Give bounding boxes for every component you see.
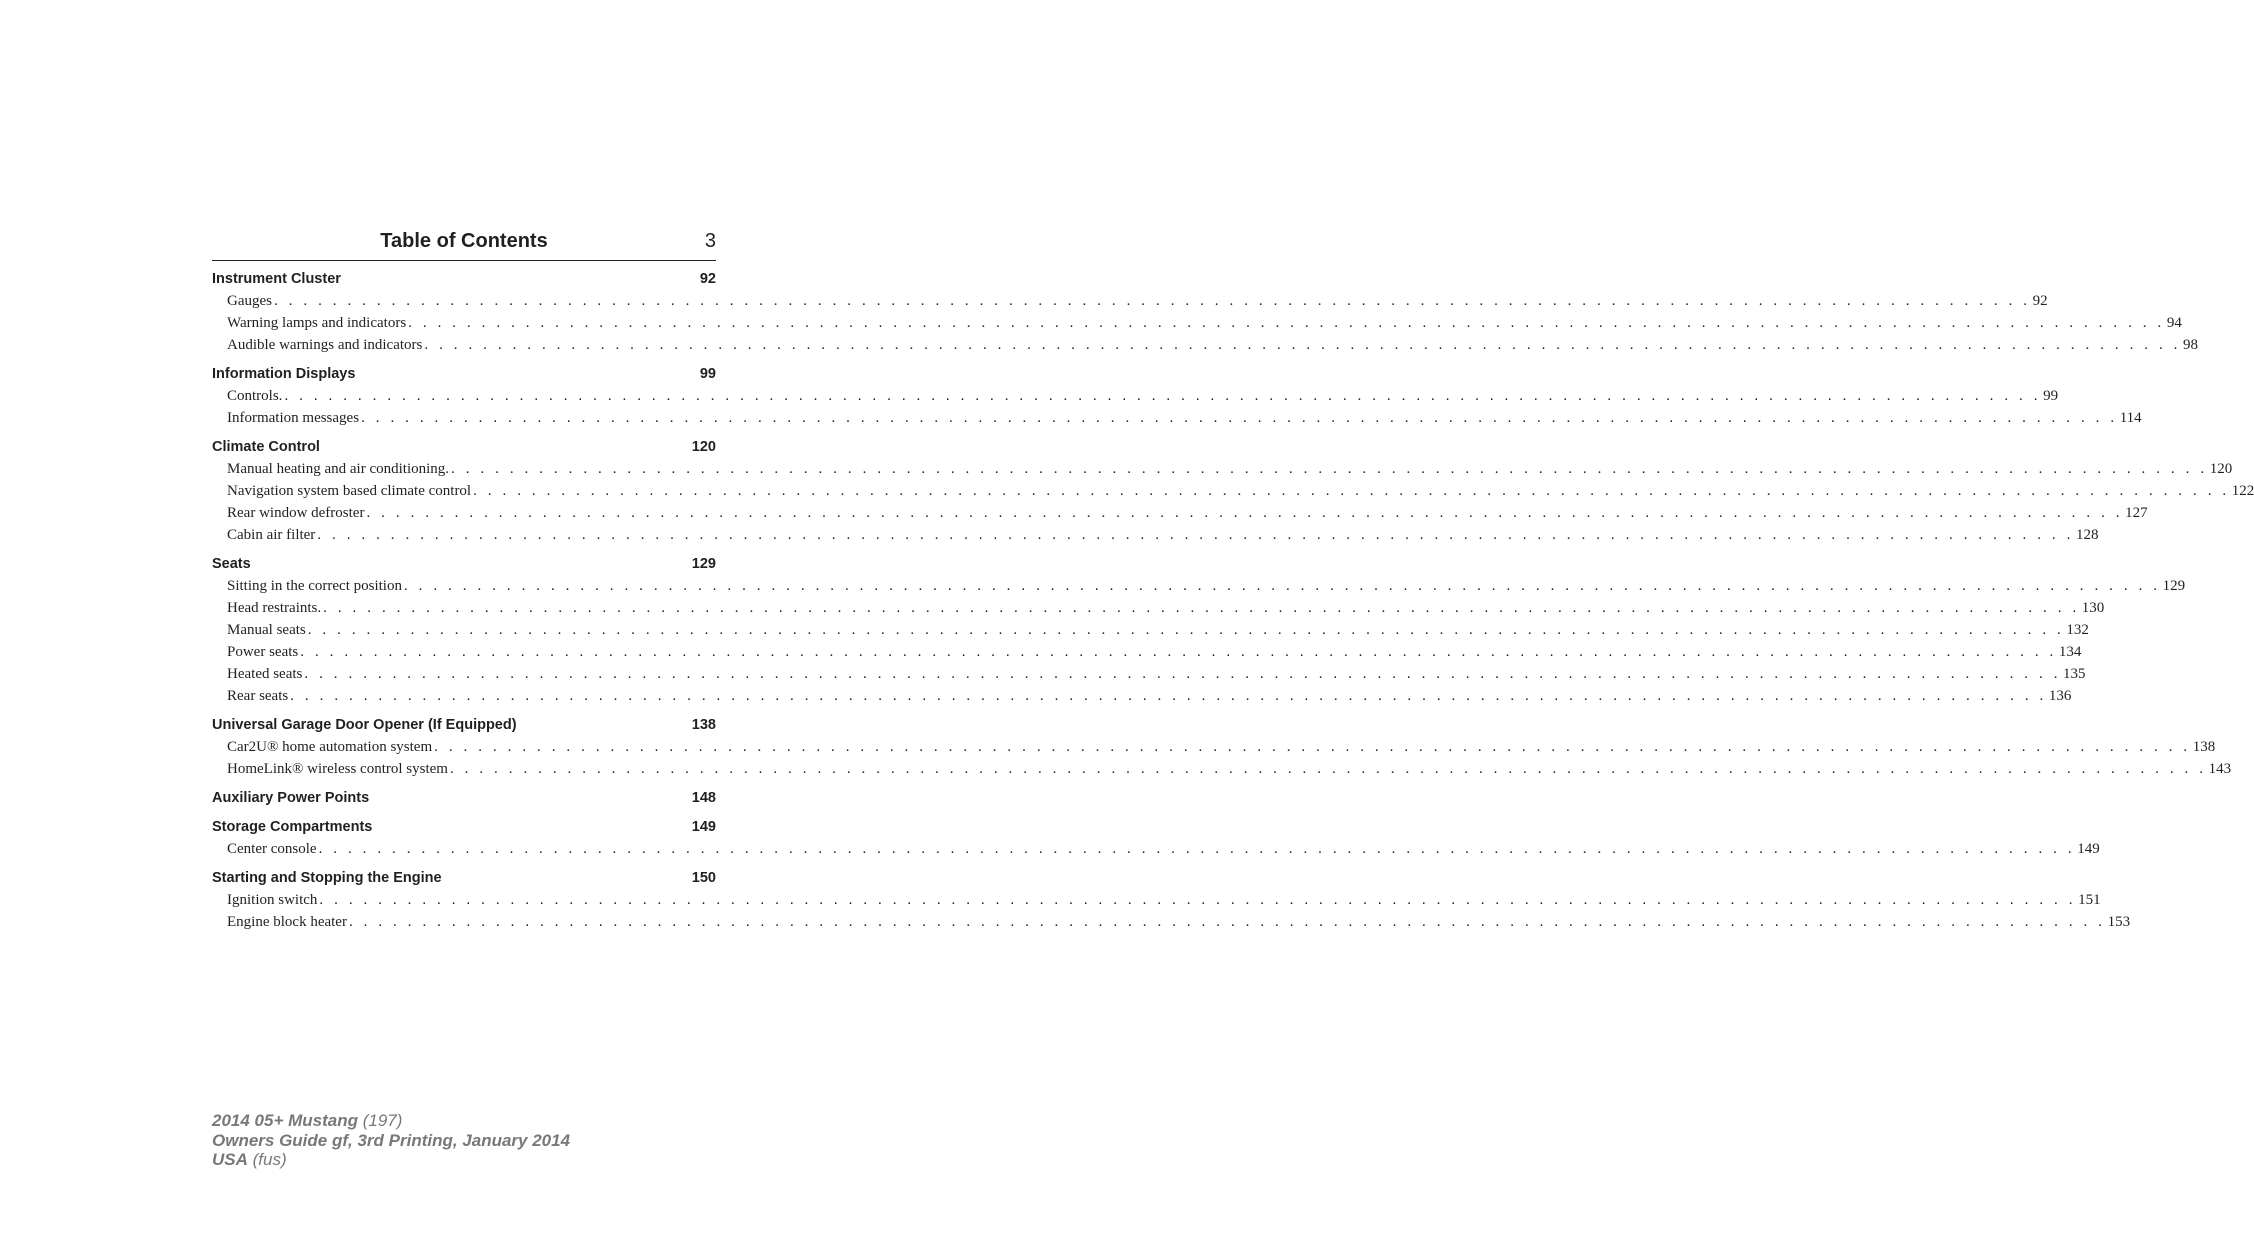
- entry-page: 138: [2192, 739, 2216, 755]
- footer-model: 2014 05+ Mustang: [212, 1111, 358, 1130]
- toc-section: [212, 436, 2254, 546]
- section-heading[interactable]: [212, 816, 716, 838]
- footer-line-3: [212, 1150, 570, 1170]
- toc-entry[interactable]: [212, 290, 2048, 312]
- toc-section: [212, 363, 2142, 429]
- toc-entry[interactable]: [212, 619, 2089, 641]
- entry-page: 114: [2119, 410, 2142, 426]
- document-footer: [212, 1111, 570, 1170]
- entry-page: 122: [2231, 483, 2254, 499]
- entry-label: Manual seats: [227, 622, 306, 638]
- entry-label: Power seats: [227, 644, 299, 660]
- section-title: Climate Control: [212, 439, 320, 455]
- page-number: 3: [704, 230, 716, 252]
- section-heading[interactable]: [212, 714, 716, 736]
- dot-leader: . . . . . . . . . . . . . . . . . . . . . . . . . . . . . . . . . . . . . . . . . . . . . . . . . . . . . . . . . . . . . . . . . . . . . . . . . . . . . . . . . . . . . . . . . . . . . . . . . . . . . . . . . . . . . . . . . . . . . . . .: [424, 337, 2182, 353]
- toc-entry[interactable]: [212, 911, 2131, 933]
- section-title: Storage Compartments: [212, 819, 373, 835]
- section-heading[interactable]: [212, 787, 716, 809]
- footer-market: USA: [212, 1150, 248, 1169]
- section-page: 120: [691, 439, 716, 455]
- dot-leader: . . . . . . . . . . . . . . . . . . . . . . . . . . . . . . . . . . . . . . . . . . . . . . . . . . . . . . . . . . . . . . . . . . . . . . . . . . . . . . . . . . . . . . . . . . . . . . . . . . . . . . . . . . . . . . . . . . . . . . . .: [319, 892, 2077, 908]
- entry-label: Head restraints.: [227, 600, 322, 616]
- dot-leader: . . . . . . . . . . . . . . . . . . . . . . . . . . . . . . . . . . . . . . . . . . . . . . . . . . . . . . . . . . . . . . . . . . . . . . . . . . . . . . . . . . . . . . . . . . . . . . . . . . . . . . . . . . . . . . . . . . . . . . . .: [366, 505, 2124, 521]
- dot-leader: . . . . . . . . . . . . . . . . . . . . . . . . . . . . . . . . . . . . . . . . . . . . . . . . . . . . . . . . . . . . . . . . . . . . . . . . . . . . . . . . . . . . . . . . . . . . . . . . . . . . . . . . . . . . . . . . . . . . . . . .: [284, 388, 2042, 404]
- toc-section: [212, 714, 2232, 780]
- toc-entry[interactable]: [212, 524, 2099, 546]
- entry-page: 143: [2208, 761, 2232, 777]
- toc-entry[interactable]: [212, 502, 2148, 524]
- toc-entry[interactable]: [212, 736, 2216, 758]
- toc-entry[interactable]: [212, 385, 2059, 407]
- entry-page: 127: [2125, 505, 2148, 521]
- entry-page: 149: [2077, 841, 2100, 857]
- toc-entry[interactable]: [212, 685, 2072, 707]
- toc-entry[interactable]: [212, 312, 2182, 334]
- toc-entry[interactable]: [212, 334, 2199, 356]
- entry-label: Rear seats: [227, 688, 289, 704]
- dot-leader: . . . . . . . . . . . . . . . . . . . . . . . . . . . . . . . . . . . . . . . . . . . . . . . . . . . . . . . . . . . . . . . . . . . . . . . . . . . . . . . . . . . . . . . . . . . . . . . . . . . . . . . . . . . . . . . . . . . . . . . .: [361, 410, 2118, 426]
- entry-label: Warning lamps and indicators: [227, 315, 407, 331]
- section-heading[interactable]: [212, 363, 716, 385]
- entry-page: 132: [2066, 622, 2089, 638]
- entry-page: 134: [2058, 644, 2082, 660]
- section-page: 149: [691, 819, 716, 835]
- section-page: 99: [699, 366, 716, 382]
- entry-page: 94: [2166, 315, 2182, 331]
- entry-label: Cabin air filter: [227, 527, 316, 543]
- entry-label: Rear window defroster: [227, 505, 365, 521]
- section-page: 138: [691, 717, 716, 733]
- footer-line-2: [212, 1131, 570, 1151]
- page-title: Table of Contents: [380, 230, 548, 252]
- dot-leader: . . . . . . . . . . . . . . . . . . . . . . . . . . . . . . . . . . . . . . . . . . . . . . . . . . . . . . . . . . . . . . . . . . . . . . . . . . . . . . . . . . . . . . . . . . . . . . . . . . . . . . . . . . . . . . . . . . . . . . . .: [348, 914, 2106, 930]
- toc-entry[interactable]: [212, 407, 2142, 429]
- entry-label: Controls.: [227, 388, 283, 404]
- dot-leader: . . . . . . . . . . . . . . . . . . . . . . . . . . . . . . . . . . . . . . . . . . . . . . . . . . . . . . . . . . . . . . . . . . . . . . . . . . . . . . . . . . . . . . . . . . . . . . . . . . . . . . . . . . . . . . . . . . . . . . . .: [318, 841, 2076, 857]
- entry-page: 98: [2183, 337, 2199, 353]
- entry-label: Information messages: [227, 410, 360, 426]
- section-page: 150: [691, 870, 716, 886]
- toc-entry[interactable]: [212, 458, 2233, 480]
- dot-leader: . . . . . . . . . . . . . . . . . . . . . . . . . . . . . . . . . . . . . . . . . . . . . . . . . . . . . . . . . . . . . . . . . . . . . . . . . . . . . . . . . . . . . . . . . . . . . . . . . . . . . . . . . . . . . . . . . . . . . . . .: [300, 644, 2057, 660]
- toc-section: [212, 816, 2100, 860]
- footer-guide: Owners Guide gf, 3rd Printing, January 2014: [212, 1130, 571, 1150]
- entry-page: 135: [2063, 666, 2086, 682]
- section-title: Starting and Stopping the Engine: [212, 870, 442, 886]
- entry-page: 92: [2032, 293, 2048, 309]
- dot-leader: . . . . . . . . . . . . . . . . . . . . . . . . . . . . . . . . . . . . . . . . . . . . . . . . . . . . . . . . . . . . . . . . . . . . . . . . . . . . . . . . . . . . . . . . . . . . . . . . . . . . . . . . . . . . . . . . . . . . . . . .: [317, 527, 2074, 543]
- dot-leader: . . . . . . . . . . . . . . . . . . . . . . . . . . . . . . . . . . . . . . . . . . . . . . . . . . . . . . . . . . . . . . . . . . . . . . . . . . . . . . . . . . . . . . . . . . . . . . . . . . . . . . . . . . . . . . . . . . . . . . . .: [403, 578, 2161, 594]
- toc-entry[interactable]: [212, 758, 2232, 780]
- entry-page: 153: [2107, 914, 2131, 930]
- entry-page: 130: [2081, 600, 2105, 616]
- toc-entry[interactable]: [212, 480, 2254, 502]
- dot-leader: . . . . . . . . . . . . . . . . . . . . . . . . . . . . . . . . . . . . . . . . . . . . . . . . . . . . . . . . . . . . . . . . . . . . . . . . . . . . . . . . . . . . . . . . . . . . . . . . . . . . . . . . . . . . . . . . . . . . . . . .: [307, 622, 2065, 638]
- section-title: Instrument Cluster: [212, 271, 341, 287]
- toc-sections: [212, 268, 2254, 933]
- section-title: Information Displays: [212, 366, 356, 382]
- entry-label: Center console: [227, 841, 317, 857]
- toc-entry[interactable]: [212, 597, 2105, 619]
- dot-leader: . . . . . . . . . . . . . . . . . . . . . . . . . . . . . . . . . . . . . . . . . . . . . . . . . . . . . . . . . . . . . . . . . . . . . . . . . . . . . . . . . . . . . . . . . . . . . . . . . . . . . . . . . . . . . . . . . . . . . . . .: [304, 666, 2062, 682]
- toc-section: [212, 787, 716, 809]
- table-of-contents: [212, 227, 2254, 933]
- footer-market-code: (fus): [252, 1150, 287, 1169]
- section-heading[interactable]: [212, 436, 716, 458]
- entry-label: Navigation system based climate control: [227, 483, 472, 499]
- section-page: 129: [691, 556, 716, 572]
- entry-label: Engine block heater: [227, 914, 347, 930]
- entry-page: 120: [2209, 461, 2233, 477]
- entry-page: 129: [2162, 578, 2186, 594]
- entry-label: Ignition switch: [227, 892, 318, 908]
- entry-label: Manual heating and air conditioning.: [227, 461, 450, 477]
- entry-label: Car2U® home automation system: [227, 739, 433, 755]
- section-page: 148: [691, 790, 716, 806]
- toc-entry[interactable]: [212, 641, 2082, 663]
- toc-header: [212, 227, 716, 261]
- entry-label: Gauges: [227, 293, 272, 309]
- dot-leader: . . . . . . . . . . . . . . . . . . . . . . . . . . . . . . . . . . . . . . . . . . . . . . . . . . . . . . . . . . . . . . . . . . . . . . . . . . . . . . . . . . . . . . . . . . . . . . . . . . . . . . . . . . . . . . . . . . . . . . . .: [451, 461, 2208, 477]
- toc-entry[interactable]: [212, 889, 2101, 911]
- entry-page: 136: [2048, 688, 2072, 704]
- section-page: 92: [699, 271, 716, 287]
- footer-model-code: (197): [362, 1111, 403, 1130]
- entry-label: Audible warnings and indicators: [227, 337, 423, 353]
- toc-section: [212, 268, 2199, 356]
- toc-section: [212, 553, 2186, 707]
- entry-label: Heated seats: [227, 666, 303, 682]
- entry-label: Sitting in the correct position: [227, 578, 402, 594]
- dot-leader: . . . . . . . . . . . . . . . . . . . . . . . . . . . . . . . . . . . . . . . . . . . . . . . . . . . . . . . . . . . . . . . . . . . . . . . . . . . . . . . . . . . . . . . . . . . . . . . . . . . . . . . . . . . . . . . . . . . . . . . .: [434, 739, 2191, 755]
- toc-entry[interactable]: [212, 838, 2100, 860]
- toc-entry[interactable]: [212, 575, 2186, 597]
- section-title: Seats: [212, 556, 251, 572]
- entry-page: 151: [2078, 892, 2101, 908]
- dot-leader: . . . . . . . . . . . . . . . . . . . . . . . . . . . . . . . . . . . . . . . . . . . . . . . . . . . . . . . . . . . . . . . . . . . . . . . . . . . . . . . . . . . . . . . . . . . . . . . . . . . . . . . . . . . . . . . . . . . . . . . .: [473, 483, 2230, 499]
- dot-leader: . . . . . . . . . . . . . . . . . . . . . . . . . . . . . . . . . . . . . . . . . . . . . . . . . . . . . . . . . . . . . . . . . . . . . . . . . . . . . . . . . . . . . . . . . . . . . . . . . . . . . . . . . . . . . . . . . . . . . . . .: [290, 688, 2047, 704]
- section-title: Universal Garage Door Opener (If Equipped): [212, 717, 517, 733]
- section-heading[interactable]: [212, 867, 716, 889]
- toc-entry[interactable]: [212, 663, 2086, 685]
- entry-page: 99: [2043, 388, 2059, 404]
- section-title: Auxiliary Power Points: [212, 790, 370, 806]
- entry-label: HomeLink® wireless control system: [227, 761, 448, 777]
- entry-page: 128: [2075, 527, 2099, 543]
- dot-leader: . . . . . . . . . . . . . . . . . . . . . . . . . . . . . . . . . . . . . . . . . . . . . . . . . . . . . . . . . . . . . . . . . . . . . . . . . . . . . . . . . . . . . . . . . . . . . . . . . . . . . . . . . . . . . . . . . . . . . . . .: [274, 293, 2031, 309]
- dot-leader: . . . . . . . . . . . . . . . . . . . . . . . . . . . . . . . . . . . . . . . . . . . . . . . . . . . . . . . . . . . . . . . . . . . . . . . . . . . . . . . . . . . . . . . . . . . . . . . . . . . . . . . . . . . . . . . . . . . . . . . .: [449, 761, 2207, 777]
- dot-leader: . . . . . . . . . . . . . . . . . . . . . . . . . . . . . . . . . . . . . . . . . . . . . . . . . . . . . . . . . . . . . . . . . . . . . . . . . . . . . . . . . . . . . . . . . . . . . . . . . . . . . . . . . . . . . . . . . . . . . . . .: [323, 600, 2080, 616]
- toc-section: [212, 867, 2131, 933]
- dot-leader: . . . . . . . . . . . . . . . . . . . . . . . . . . . . . . . . . . . . . . . . . . . . . . . . . . . . . . . . . . . . . . . . . . . . . . . . . . . . . . . . . . . . . . . . . . . . . . . . . . . . . . . . . . . . . . . . . . . . . . . .: [408, 315, 2165, 331]
- section-heading[interactable]: [212, 268, 716, 290]
- section-heading[interactable]: [212, 553, 716, 575]
- footer-line-1: [212, 1111, 570, 1131]
